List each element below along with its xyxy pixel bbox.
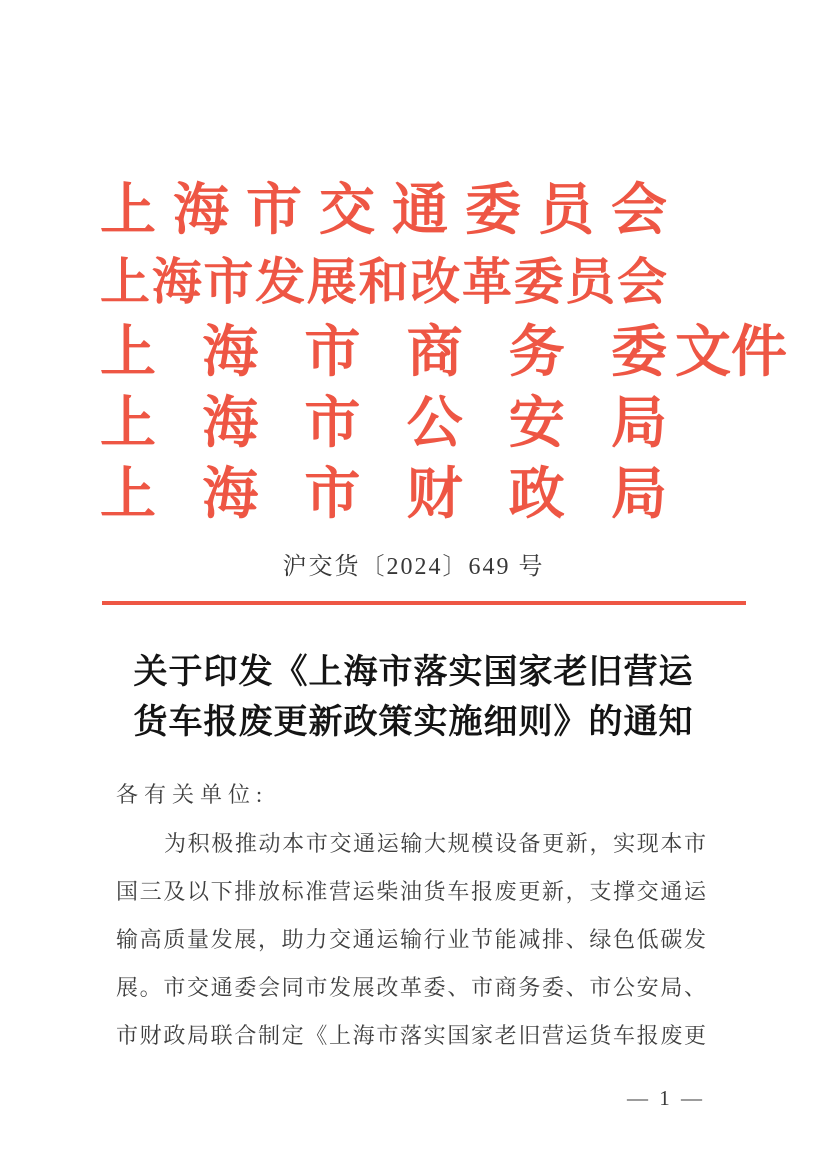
salutation: 各有关单位: — [116, 782, 269, 807]
agency-line-5: 上海市财政局 — [100, 464, 667, 526]
body-line: 展。市交通委会同市发展改革委、市商务委、市公安局、 — [116, 975, 706, 1000]
page-number: — 1 — — [627, 1086, 705, 1110]
body-line: 输高质量发展，助力交通运输行业节能减排、绿色低碳发 — [116, 927, 706, 952]
body-line: 为积极推动本市交通运输大规模设备更新，实现本市 — [164, 831, 706, 856]
agency-line-4: 上海市公安局 — [100, 393, 667, 455]
agency-line-1: 上海市交通委员会 — [100, 180, 667, 242]
body-line: 国三及以下排放标准营运柴油货车报废更新，支撑交通运 — [116, 879, 706, 904]
agency-line-2: 上海市发展和改革委员会 — [100, 254, 667, 310]
agency-name-block — [100, 176, 667, 531]
letterhead — [100, 176, 790, 531]
document-title — [0, 648, 827, 748]
document-body — [116, 770, 706, 1060]
document-number: 沪交货〔2024〕649 号 — [282, 554, 545, 580]
body-line: 市财政局联合制定《上海市落实国家老旧营运货车报废更 — [116, 1023, 706, 1048]
red-divider-line — [102, 601, 746, 605]
letterhead-suffix-wenjian: 文件 — [675, 322, 787, 384]
agency-line-3: 上海市商务委 — [100, 322, 667, 384]
document-title-line-2: 货车报废更新政策实施细则》的通知 — [133, 704, 694, 741]
document-title-line-1: 关于印发《上海市落实国家老旧营运 — [133, 654, 694, 691]
